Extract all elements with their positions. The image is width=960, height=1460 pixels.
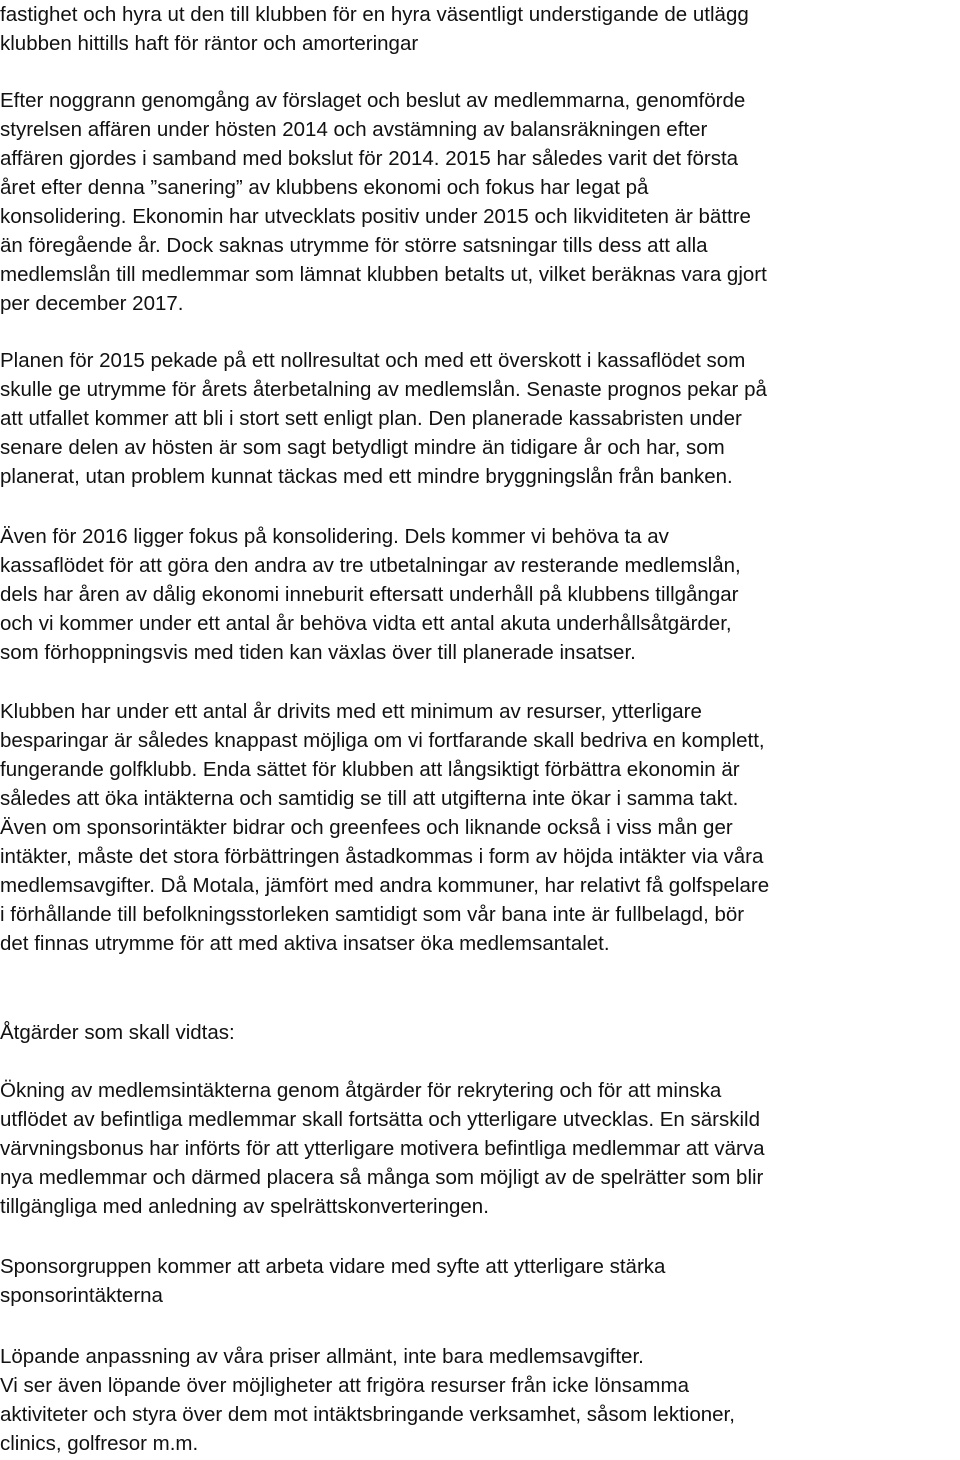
paragraph-resources <box>0 697 960 958</box>
text-line: att utfallet kommer att bli i stort sett enligt plan. Den planerade kassabristen under <box>0 407 742 430</box>
text-line: planerat, utan problem kunnat täckas med ett mindre bryggningslån från banken. <box>0 465 733 488</box>
text-line: Även om sponsorintäkter bidrar och greenfees och liknande också i viss mån ger <box>0 816 733 839</box>
text-line: senare delen av hösten är som sagt betydligt mindre än tidigare år och har, som <box>0 436 725 459</box>
text-line: besparingar är således knappast möjliga om vi fortfarande skall bedriva en komplett, <box>0 729 765 752</box>
text-line: fungerande golfklubb. Enda sättet för klubben att långsiktigt förbättra ekonomin är <box>0 758 740 781</box>
text-line: än föregående år. Dock saknas utrymme för större satsningar tills dess att alla <box>0 234 708 257</box>
text-line: värvningsbonus har införts för att ytterligare motivera befintliga medlemmar att värva <box>0 1137 765 1160</box>
text-line: Vi ser även löpande över möjligheter att frigöra resurser från icke lönsamma <box>0 1374 689 1397</box>
text-line: sponsorintäkterna <box>0 1284 163 1307</box>
text-line: året efter denna ”sanering” av klubbens ekonomi och fokus har legat på <box>0 176 649 199</box>
text-line: aktiviteter och styra över dem mot intäktsbringande verksamhet, såsom lektioner, <box>0 1403 735 1426</box>
text-line: Även för 2016 ligger fokus på konsolidering. Dels kommer vi behöva ta av <box>0 525 669 548</box>
paragraph-plan-2015 <box>0 346 960 491</box>
text-line: och vi kommer under ett antal år behöva vidta ett antal akuta underhållsåtgärder, <box>0 612 732 635</box>
text-line: Åtgärder som skall vidtas: <box>0 1021 235 1044</box>
text-line: medlemslån till medlemmar som lämnat klubben betalts ut, vilket beräknas vara gjort <box>0 263 767 286</box>
text-line: styrelsen affären under hösten 2014 och avstämning av balansräkningen efter <box>0 118 708 141</box>
text-line: Klubben har under ett antal år drivits med ett minimum av resurser, ytterligare <box>0 700 702 723</box>
text-line: Sponsorgruppen kommer att arbeta vidare med syfte att ytterligare stärka <box>0 1255 666 1278</box>
text-line: Planen för 2015 pekade på ett nollresultat och med ett överskott i kassaflödet som <box>0 349 746 372</box>
paragraph-affair-review <box>0 86 960 318</box>
text-line: nya medlemmar och därmed placera så många som möjligt av de spelrätter som blir <box>0 1166 764 1189</box>
paragraph-intro-continuation <box>0 0 960 58</box>
paragraph-focus-2016 <box>0 522 960 667</box>
text-line: tillgängliga med anledning av spelrättskonverteringen. <box>0 1195 489 1218</box>
section-heading-actions <box>0 1018 960 1047</box>
text-line: konsolidering. Ekonomin har utvecklats positiv under 2015 och likviditeten är bättre <box>0 205 751 228</box>
text-line: Efter noggrann genomgång av förslaget och beslut av medlemmarna, genomförde <box>0 89 746 112</box>
paragraph-pricing <box>0 1342 960 1458</box>
text-line: klubben hittills haft för räntor och amorteringar <box>0 32 419 55</box>
text-line: intäkter, måste det stora förbättringen åstadkommas i form av höjda intäkter via våra <box>0 845 764 868</box>
text-line: medlemsavgifter. Då Motala, jämfört med andra kommuner, har relativt få golfspelare <box>0 874 770 897</box>
text-line: fastighet och hyra ut den till klubben för en hyra väsentligt understigande de utlägg <box>0 3 749 26</box>
text-line: således att öka intäkterna och samtidig se till att utgifterna inte ökar i samma takt. <box>0 787 739 810</box>
text-line: clinics, golfresor m.m. <box>0 1432 199 1455</box>
paragraph-member-income <box>0 1076 960 1221</box>
text-line: som förhoppningsvis med tiden kan växlas över till planerade insatser. <box>0 641 636 664</box>
text-line: affären gjordes i samband med bokslut för 2014. 2015 har således varit det första <box>0 147 739 170</box>
text-line: kassaflödet för att göra den andra av tre utbetalningar av resterande medlemslån, <box>0 554 741 577</box>
paragraph-sponsor-group <box>0 1252 960 1310</box>
text-line: det finnas utrymme för att med aktiva insatser öka medlemsantalet. <box>0 932 610 955</box>
text-line: Ökning av medlemsintäkterna genom åtgärder för rekrytering och för att minska <box>0 1079 722 1102</box>
text-line: Löpande anpassning av våra priser allmänt, inte bara medlemsavgifter. <box>0 1345 644 1368</box>
text-line: i förhållande till befolkningsstorleken samtidigt som vår bana inte är fullbelagd, bör <box>0 903 745 926</box>
text-line: per december 2017. <box>0 292 184 315</box>
text-line: skulle ge utrymme för årets återbetalning av medlemslån. Senaste prognos pekar på <box>0 378 767 401</box>
text-line: dels har åren av dålig ekonomi inneburit eftersatt underhåll på klubbens tillgångar <box>0 583 739 606</box>
text-line: utflödet av befintliga medlemmar skall fortsätta och ytterligare utvecklas. En särskild <box>0 1108 760 1131</box>
